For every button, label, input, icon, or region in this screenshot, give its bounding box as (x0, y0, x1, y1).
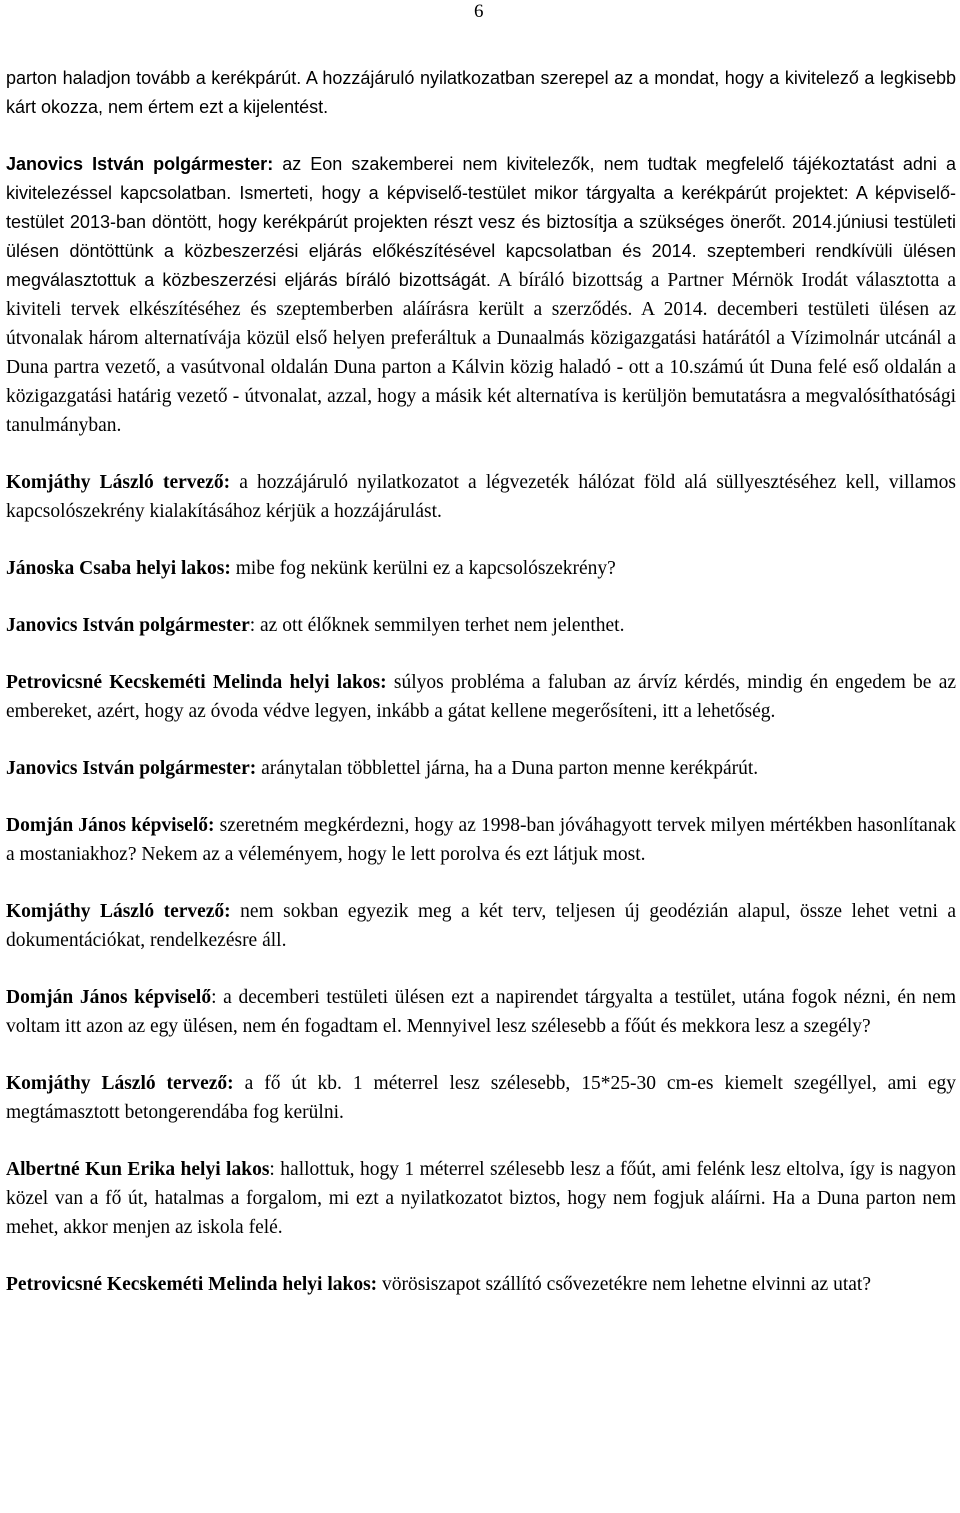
paragraph (6, 668, 956, 726)
paragraph-text: aránytalan többlettel járna, ha a Duna parton menne kerékpárút. (256, 758, 759, 779)
page-number: 6 (474, 1, 484, 22)
paragraph (6, 468, 956, 526)
paragraph-text: szeretném megkérdezni, hogy az 1998-ban jóváhagyott tervek milyen mértékben hasonlítanak a mostaniakhoz? Nekem az a véleményem, hogy le lett porolva és ezt látjuk most. (6, 815, 956, 865)
paragraph-text: nem sokban egyezik meg a két terv, teljesen új geodézián alapul, össze lehet vetni a dokumentációkat, rendelkezésre áll. (6, 901, 956, 951)
paragraph-text: mibe fog nekünk kerülni ez a kapcsolószekrény? (230, 558, 616, 579)
paragraph-text: A bíráló bizottság a Partner Mérnök Irodát választotta a kiviteli tervek elkészítéséhez és szeptemberben aláírásra került a szerződés. A 2014. decemberi testületi ülésen az útvonalak három alternatívája közül első helyen preferáltuk a Dunaalmás közigazgatási határától a Vízimolnár utcánál a Duna partra vezető, a vasútvonal oldalán Duna parton a Kálvin közig haladó - ott a 10.számú út Duna felé eső oldalán a közigazgatási határig vezető - útvonalat, azzal, hogy a másik két alternatíva is kerüljön bemutatásra a megvalósíthatósági tanulmányban. (6, 270, 956, 436)
speaker-name: Janovics István polgármester: (6, 758, 257, 779)
speaker-name: Komjáthy László tervező: (6, 901, 231, 922)
paragraph-text: a fő út kb. 1 méterrel lesz szélesebb, 15*25-30 cm-es kiemelt szegéllyel, ami egy megtámasztott betongerendába fog kerülni. (6, 1073, 956, 1123)
paragraph (6, 150, 956, 440)
paragraph (6, 811, 956, 869)
paragraph (6, 1155, 956, 1242)
paragraph (6, 1069, 956, 1127)
paragraph (6, 64, 956, 122)
paragraph-text: : az ott élőknek semmilyen terhet nem jelenthet. (249, 615, 625, 636)
speaker-name: Albertné Kun Erika helyi lakos (6, 1159, 270, 1180)
speaker-name: Petrovicsné Kecskeméti Melinda helyi lakos: (6, 672, 387, 693)
paragraph (6, 983, 956, 1041)
paragraph-text: : hallottuk, hogy 1 méterrel szélesebb lesz a főút, ami felénk lesz eltolva, így is nagyon közel van a fő út, hatalmas a forgalom, mi ezt a nyilatkozatot biztos, hogy nem fogjuk aláírni. Ha a Duna parton nem mehet, akkor menjen az iskola felé. (6, 1159, 956, 1238)
paragraph-text: súlyos probléma a faluban az árvíz kérdés, mindig én engedem be az embereket, azért, hogy az óvoda védve legyen, inkább a gátat kellene megerősíteni, itt a lehetőség. (6, 672, 957, 722)
speaker-name: Komjáthy László tervező: (6, 1073, 234, 1094)
paragraph (6, 897, 956, 955)
paragraph-text: : a decemberi testületi ülésen ezt a napirendet tárgyalta a testület, utána fogok nézni, én nem voltam itt azon az egy ülésen, nem én fogadtam el. Mennyivel lesz szélesebb a főút és mekkora lesz a szegély? (6, 987, 956, 1037)
paragraph-text: parton haladjon tovább a kerékpárút. A hozzájáruló nyilatkozatban szerepel az a mondat, hogy a kivitelező a legkisebb kárt okozza, nem értem ezt a kijelentést. (6, 68, 956, 117)
paragraph (6, 554, 956, 583)
speaker-name: Jánoska Csaba helyi lakos: (6, 558, 231, 579)
speaker-name: Komjáthy László tervező: (6, 472, 231, 493)
paragraph (6, 611, 956, 640)
speaker-name: Domján János képviselő (6, 987, 212, 1008)
paragraph-text: vörösiszapot szállító csővezetékre nem lehetne elvinni az utat? (377, 1274, 871, 1295)
paragraph-text: a hozzájáruló nyilatkozatot a légvezeték hálózat föld alá süllyesztéséhez kell, villamos kapcsolószekrény kialakításához kérjük a hozzájárulást. (6, 472, 956, 522)
paragraph-text: az Eon szakemberei nem kivitelezők, nem tudtak megfelelő tájékoztatást adni a kivitelezéssel kapcsolatban. Ismerteti, hogy a képviselő-testület mikor tárgyalta a kerékpárút projektet: A képviselő-testület 2013-ban döntött, hogy kerékpárút projekten részt vesz és biztosítja a szükséges önerőt. 2014.júniusi testületi ülésen döntöttünk a közbeszerzési eljárás előkészítésével kapcsolatban és 2014. szeptemberi rendkívüli ülésen megválasztottuk a közbeszerzési eljárás bíráló bizottságát. (6, 154, 956, 290)
speaker-name: Domján János képviselő: (6, 815, 215, 836)
document-body (6, 64, 956, 1299)
paragraph (6, 754, 956, 783)
speaker-name: Petrovicsné Kecskeméti Melinda helyi lakos: (6, 1274, 378, 1295)
paragraph (6, 1270, 956, 1299)
speaker-name: Janovics István polgármester: (6, 154, 274, 174)
speaker-name: Janovics István polgármester (6, 615, 250, 636)
